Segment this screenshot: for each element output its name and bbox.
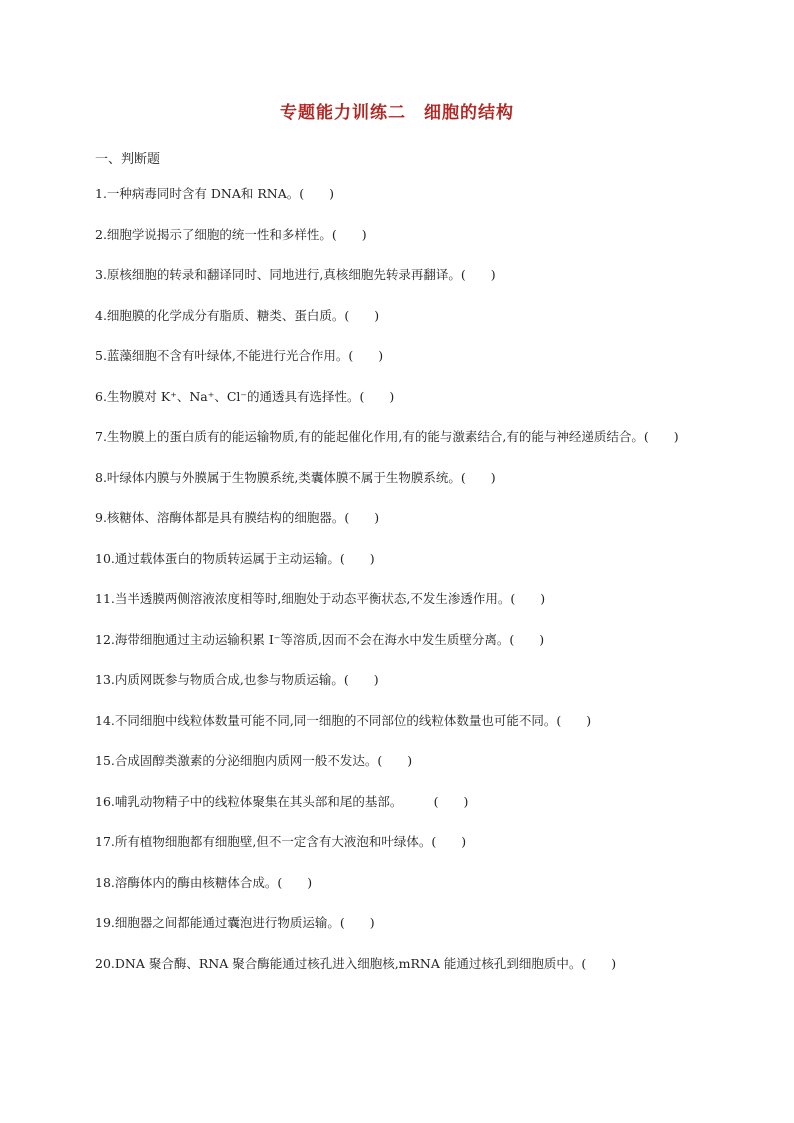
question-item: 10.通过载体蛋白的物质转运属于主动运输。( ) xyxy=(95,550,375,566)
question-item: 9.核糖体、溶酶体都是具有膜结构的细胞器。( ) xyxy=(95,510,380,525)
question-item: 20.DNA 聚合酶、RNA 聚合酶能通过核孔进入细胞核,mRNA 能通过核孔到细胞质中。( ) xyxy=(95,955,617,971)
question-item: 19.细胞器之间都能通过囊泡进行物质运输。( ) xyxy=(95,915,375,930)
question-item: 15.合成固醇类激素的分泌细胞内质网一般不发达。( ) xyxy=(95,753,413,768)
question-item: 1.一种病毒同时含有 DNA和 RNA。( ) xyxy=(95,186,334,201)
question-item: 18.溶酶体内的酶由核糖体合成。( ) xyxy=(95,874,313,890)
question-item: 2.细胞学说揭示了细胞的统一性和多样性。( ) xyxy=(95,226,367,242)
question-item: 12.海带细胞通过主动运输积累 I⁻等溶质,因而不会在海水中发生质壁分离。( ) xyxy=(95,631,545,647)
question-item: 13.内质网既参与物质合成,也参与物质运输。( ) xyxy=(95,672,379,687)
question-item: 11.当半透膜两侧溶液浓度相等时,细胞处于动态平衡状态,不发生渗透作用。( ) xyxy=(95,591,546,606)
question-item: 3.原核细胞的转录和翻译同时、同地进行,真核细胞先转录再翻译。( ) xyxy=(95,267,496,282)
section-heading: 一、判断题 xyxy=(95,152,161,167)
question-item: 4.细胞膜的化学成分有脂质、糖类、蛋白质。( ) xyxy=(95,307,380,323)
question-item: 6.生物膜对 K⁺、Na⁺、Cl⁻的通透具有选择性。( ) xyxy=(95,388,395,404)
question-item: 8.叶绿体内膜与外膜属于生物膜系统,类囊体膜不属于生物膜系统。( ) xyxy=(95,469,496,485)
question-item: 5.蓝藻细胞不含有叶绿体,不能进行光合作用。( ) xyxy=(95,348,384,363)
question-item: 14.不同细胞中线粒体数量可能不同,同一细胞的不同部位的线粒体数量也可能不同。( ) xyxy=(95,712,592,728)
question-item: 16.哺乳动物精子中的线粒体聚集在其头部和尾的基部。 ( ) xyxy=(95,793,469,809)
question-item: 7.生物膜上的蛋白质有的能运输物质,有的能起催化作用,有的能与激素结合,有的能与神经递质结合。( ) xyxy=(95,429,679,444)
page-title: 专题能力训练二 细胞的结构 xyxy=(280,103,514,123)
question-list xyxy=(95,180,705,990)
question-item: 17.所有植物细胞都有细胞壁,但不一定含有大液泡和叶绿体。( ) xyxy=(95,834,467,849)
